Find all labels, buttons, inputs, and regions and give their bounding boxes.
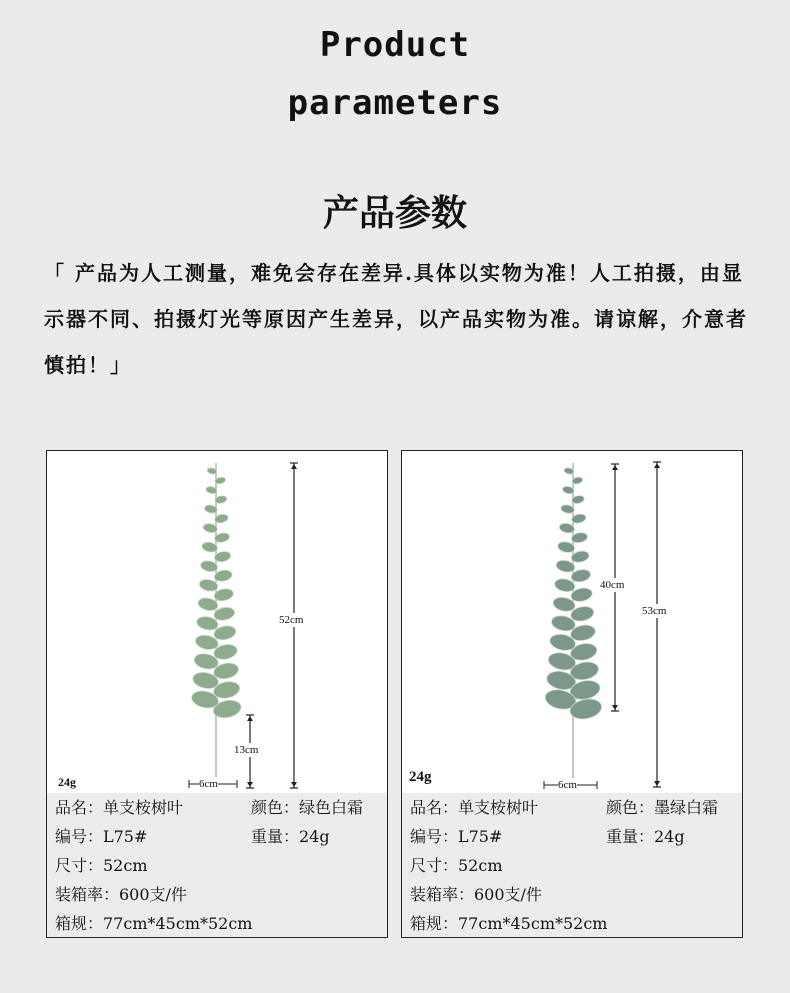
weight-tag: 24g (58, 775, 76, 789)
title-parameters: parameters (287, 83, 503, 123)
spec-packing: 装箱率：600支/件 (55, 885, 187, 904)
spec-name: 品名：单支桉树叶 (410, 798, 539, 817)
dim-width-label: 6cm (558, 779, 577, 791)
dim-stem-label: 13cm (234, 744, 259, 756)
title-chinese: 产品参数 (322, 192, 467, 234)
spec-list (410, 797, 740, 942)
spec-weight: 重量：24g (251, 827, 330, 846)
arrow-up-icon (654, 463, 660, 468)
arrow-down-icon (247, 782, 253, 787)
arrow-up-icon (247, 716, 253, 721)
eucalyptus-stem-illustration (47, 451, 387, 793)
spec-packing: 装箱率：600支/件 (410, 885, 542, 904)
disclaimer-note: 「 产品为人工测量，难免会存在差异.具体以实物为准！人工拍摄，由显示器不同、拍摄灯光等原因产生差异，以产品实物为准。请谅解，介意者慎拍！」 (44, 261, 748, 377)
spec-box: 箱规：77cm*45cm*52cm (410, 914, 608, 933)
dim-total-label: 53cm (642, 605, 667, 617)
spec-name: 品名：单支桉树叶 (55, 798, 184, 817)
arrow-up-icon (291, 464, 297, 469)
spec-color: 颜色：绿色白霜 (251, 798, 364, 817)
product-panel-dark-green (401, 450, 743, 938)
spec-list (55, 797, 385, 942)
spec-size: 尺寸：52cm (410, 856, 503, 875)
spec-weight: 重量：24g (606, 827, 685, 846)
dim-leaf-label: 40cm (600, 579, 625, 591)
dim-total-label: 52cm (279, 614, 304, 626)
spec-code: 编号：L75# (410, 827, 503, 846)
product-image (47, 451, 387, 793)
spec-box: 箱规：77cm*45cm*52cm (55, 914, 253, 933)
arrow-down-icon (612, 705, 618, 710)
spec-color: 颜色：墨绿白霜 (606, 798, 719, 817)
product-panel-green (46, 450, 388, 938)
weight-tag: 24g (409, 769, 432, 785)
arrow-up-icon (612, 465, 618, 470)
arrow-down-icon (291, 782, 297, 787)
eucalyptus-stem-illustration (402, 451, 742, 793)
spec-size: 尺寸：52cm (55, 856, 148, 875)
dim-width-label: 6cm (199, 778, 218, 790)
title-product: Product (319, 25, 471, 65)
arrow-down-icon (654, 781, 660, 786)
spec-code: 编号：L75# (55, 827, 148, 846)
product-image (402, 451, 742, 793)
